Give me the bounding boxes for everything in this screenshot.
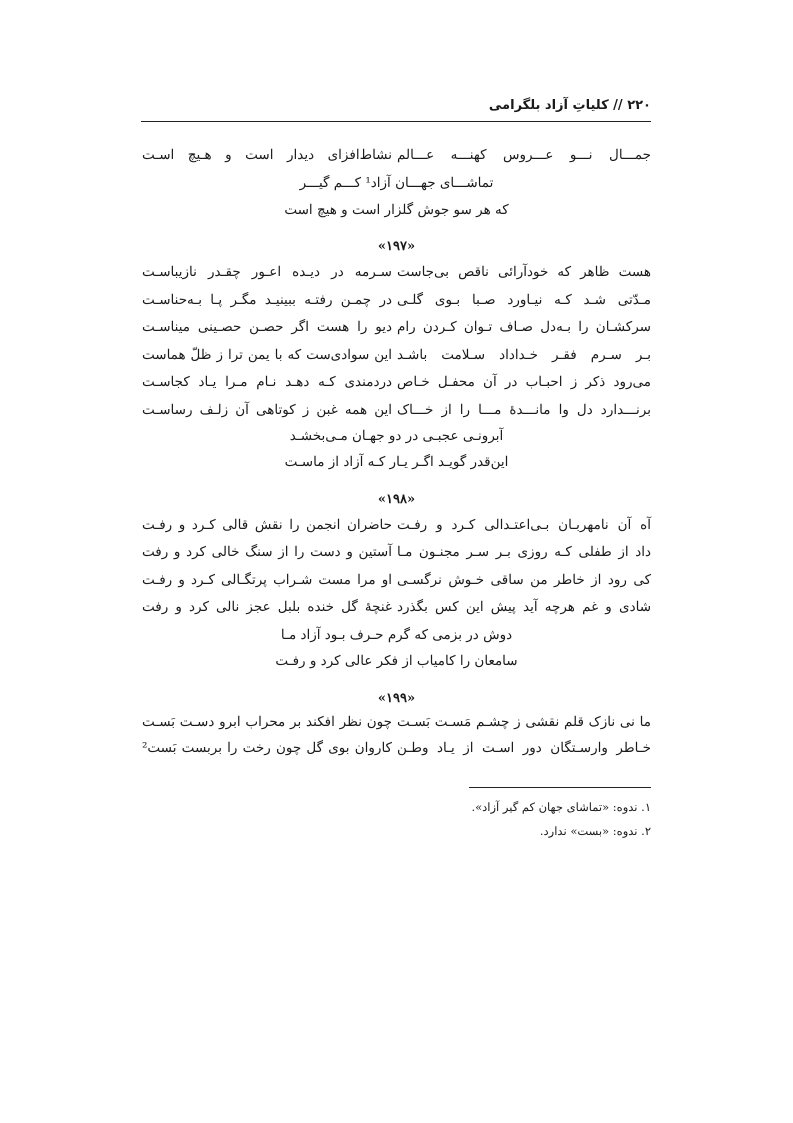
intro-center-line-3: که هر سو جوش گلزار است و هیچ است: [284, 202, 509, 218]
poem198-left-1: حاضران انجمن را نقش قالی کـرد و رفـت: [142, 517, 392, 533]
poem198-right-2: داد از طفلی کـه روزی بـر سـر مجنـون مـا: [397, 544, 651, 560]
footnote-1: ۱. ندوه: «تماشای جهان کم گیر آزاد».: [471, 800, 651, 814]
poem197-right-5: می‌رود ذکر ز احبـاب در آن محفـل خـاص: [397, 374, 651, 390]
poem199-right-1: ما نی نازک قلم نقشی ز چشـم مَسـت بَسـت: [397, 714, 651, 730]
footnote-rule: [469, 787, 651, 788]
poem198-right-4: شادی و غم هرچه آید پیش این کس بگذرد: [397, 599, 651, 615]
poem197-right-4: بـر سـرم فقـر خـداداد سـلامت باشـد: [397, 347, 651, 363]
poem-number-198: «۱۹۸»: [377, 492, 416, 507]
poem197-center-8: این‌قدر گویـد اگـر یـار کـه آزاد از ماسـت: [284, 454, 509, 470]
poem-number-197: «۱۹۷»: [377, 239, 416, 254]
poem199-right-2: خـاطر وارسـتگان دور اسـت از یـاد وطـن: [397, 740, 651, 756]
header-rule: [141, 121, 651, 122]
poem197-left-5: دردمندی کـه دهـد نـام مـرا یـاد کجاسـت: [142, 374, 392, 390]
poem198-center-5: دوش در بزمی که گرم حـرف بـود آزاد مـا: [280, 627, 513, 643]
intro-center-line-2: تماشـــای جهـــان آزاد¹ کـــم گیـــر: [299, 175, 494, 191]
running-head: ۲۲۰ // کلیاتِ آزاد بلگرامی: [488, 98, 651, 113]
poem-number-199: «۱۹۹»: [377, 691, 416, 706]
poem197-left-3: دیو را هست اگر حصـن حصـینی میناسـت: [142, 319, 392, 335]
poem198-center-6: سامعان را کامیاب از فکر عالی کرد و رفـت: [275, 653, 518, 669]
poem197-left-1: سـرمه در دیـده اعـور چقـدر نازیباسـت: [142, 264, 392, 280]
poem198-left-4: غنچۀ گل خنده بلبل عجز نالی کرد و رفت: [142, 599, 392, 615]
poem198-right-1: آه آن نامهربـان بـی‌اعتـدالی کـرد و رفـت: [397, 517, 651, 533]
poem197-center-7: آبرونـی عجبـی در دو جهـان مـی‌بخشـد: [289, 428, 504, 444]
footnote-2: ۲. ندوه: «بست» ندارد.: [539, 824, 651, 838]
poem198-left-3: او مرا مست شـراب پرتگـالی کـرد و رفـت: [142, 572, 392, 588]
poem197-right-6: برنـــدارد دل وا مانـــدۀ مـــا را از خـــاک: [397, 402, 651, 418]
intro-hemistich-right-1: جمـــال نـــو عـــروس کهنـــه عـــالم: [397, 147, 651, 163]
poem199-left-2: کاروان بوی گل چون رخت را بربست بَست²: [142, 740, 392, 756]
poem198-left-2: آستین و دست را از سنگ خالی کرد و رفت: [142, 544, 392, 560]
poem198-right-3: کی رود از خاطر من ساقی خـوش نرگسـی: [397, 572, 651, 588]
poem197-left-4: این سوادی‌ست که با یمن ترا ز ظلّ هماست: [142, 347, 392, 363]
poem197-right-2: مـدّتی شـد کـه نیـاورد صـبا بـوی گلـی: [397, 292, 651, 308]
poem197-right-1: هست ظاهر که خودآرائی ناقص بی‌جاست: [397, 264, 651, 280]
poem199-left-1: چون نظر افکند بر محراب ابرو دسـت بَسـت: [142, 714, 392, 730]
poem197-right-3: سرکشـان را بـه‌دل صـاف تـوان کـردن رام: [397, 319, 651, 335]
poem197-left-2: در چمـن رفتـه ببینیـد مگـر پـا بـه‌حناسـت: [142, 292, 392, 308]
poem197-left-6: این همه غبن ز کوتاهی آن زلـف رساسـت: [142, 402, 392, 418]
intro-hemistich-left-1: نشاط‌افزای دیدار است و هـیچ اسـت: [142, 147, 392, 163]
